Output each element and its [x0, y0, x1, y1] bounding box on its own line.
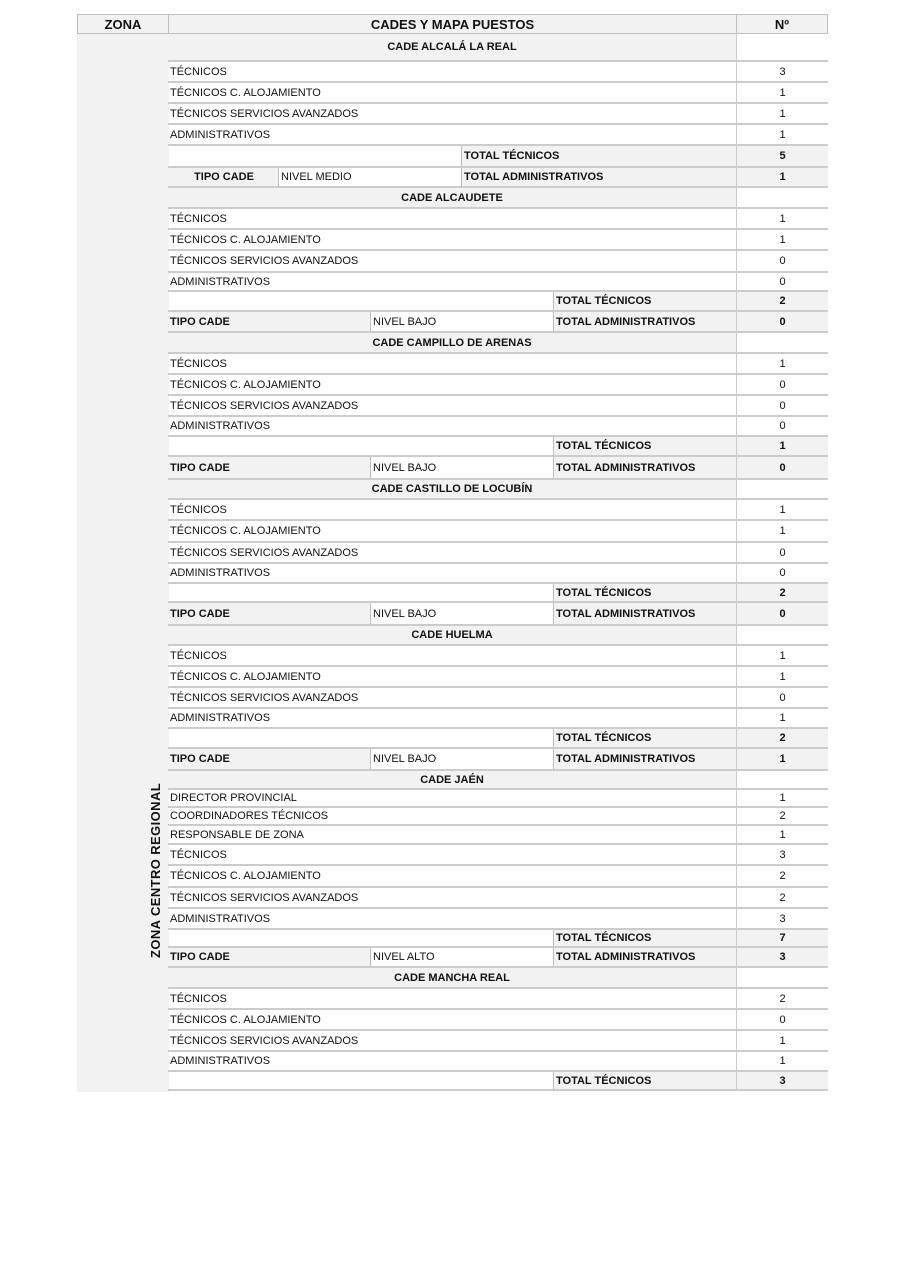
position-count: 1: [736, 709, 828, 729]
total-row-blank: [168, 146, 461, 168]
total-tecnicos-label: TOTAL TÉCNICOS: [553, 437, 736, 457]
tipo-cade-label: TIPO CADE: [168, 948, 370, 968]
position-label: ADMINISTRATIVOS: [168, 273, 736, 292]
total-tecnicos-value: 2: [736, 292, 828, 312]
cade-title: CADE CASTILLO DE LOCUBÍN: [168, 480, 736, 500]
total-tecnicos-value: 7: [736, 930, 828, 948]
total-tecnicos-label: TOTAL TÉCNICOS: [461, 146, 736, 168]
position-label: TÉCNICOS C. ALOJAMIENTO: [168, 1010, 736, 1031]
total-tecnicos-value: 5: [736, 146, 828, 168]
total-tecnicos-value: 3: [736, 1072, 828, 1091]
total-administrativos-value: 0: [736, 457, 828, 480]
position-label: TÉCNICOS C. ALOJAMIENTO: [168, 375, 736, 396]
total-tecnicos-label: TOTAL TÉCNICOS: [553, 1072, 736, 1091]
header-zona: ZONA: [77, 14, 169, 34]
cade-title-num-cell: [736, 771, 828, 790]
position-label: ADMINISTRATIVOS: [168, 909, 736, 930]
position-label: TÉCNICOS C. ALOJAMIENTO: [168, 521, 736, 543]
position-label: TÉCNICOS SERVICIOS AVANZADOS: [168, 251, 736, 273]
position-label: TÉCNICOS SERVICIOS AVANZADOS: [168, 396, 736, 417]
cade-title: CADE ALCAUDETE: [168, 188, 736, 209]
nivel-value: NIVEL MEDIO: [278, 168, 461, 188]
total-tecnicos-label: TOTAL TÉCNICOS: [553, 584, 736, 603]
position-label: COORDINADORES TÉCNICOS: [168, 808, 736, 826]
nivel-value: NIVEL BAJO: [370, 312, 553, 333]
position-count: 1: [736, 83, 828, 104]
cade-title: CADE HUELMA: [168, 626, 736, 646]
total-administrativos-label: TOTAL ADMINISTRATIVOS: [553, 312, 736, 333]
position-count: 3: [736, 909, 828, 930]
total-administrativos-value: 0: [736, 312, 828, 333]
total-row-blank: [168, 729, 553, 749]
position-count: 1: [736, 230, 828, 251]
cade-title-num-cell: [736, 968, 828, 989]
total-administrativos-value: 0: [736, 603, 828, 626]
tipo-cade-label: TIPO CADE: [168, 312, 370, 333]
position-label: TÉCNICOS: [168, 62, 736, 83]
total-row-blank: [168, 930, 553, 948]
cade-title-num-cell: [736, 480, 828, 500]
position-count: 2: [736, 989, 828, 1010]
tipo-cade-label: TIPO CADE: [168, 749, 370, 771]
position-count: 2: [736, 808, 828, 826]
position-count: 1: [736, 646, 828, 667]
position-count: 1: [736, 104, 828, 125]
position-count: 1: [736, 1052, 828, 1072]
cade-title: CADE CAMPILLO DE ARENAS: [168, 333, 736, 354]
position-count: 1: [736, 667, 828, 688]
total-tecnicos-value: 2: [736, 729, 828, 749]
nivel-value: NIVEL BAJO: [370, 457, 553, 480]
position-count: 0: [736, 396, 828, 417]
cade-title-num-cell: [736, 188, 828, 209]
cade-title: CADE JAÉN: [168, 771, 736, 790]
position-count: 0: [736, 251, 828, 273]
position-count: 3: [736, 845, 828, 866]
position-label: TÉCNICOS: [168, 209, 736, 230]
position-count: 2: [736, 888, 828, 909]
position-count: 3: [736, 62, 828, 83]
position-label: TÉCNICOS SERVICIOS AVANZADOS: [168, 1031, 736, 1052]
position-count: 2: [736, 866, 828, 888]
total-row-blank: [168, 292, 553, 312]
position-count: 1: [736, 209, 828, 230]
tipo-cade-label: TIPO CADE: [168, 457, 370, 480]
zone-label: ZONA CENTRO REGIONAL: [148, 782, 163, 958]
total-row-blank: [168, 584, 553, 603]
tipo-cade-label: TIPO CADE: [168, 603, 370, 626]
cade-title-num-cell: [736, 34, 828, 62]
position-label: TÉCNICOS C. ALOJAMIENTO: [168, 866, 736, 888]
position-label: RESPONSABLE DE ZONA: [168, 826, 736, 845]
position-count: 1: [736, 521, 828, 543]
position-count: 0: [736, 1010, 828, 1031]
total-administrativos-value: 3: [736, 948, 828, 968]
total-administrativos-label: TOTAL ADMINISTRATIVOS: [553, 948, 736, 968]
position-count: 0: [736, 543, 828, 564]
position-count: 0: [736, 375, 828, 396]
total-administrativos-label: TOTAL ADMINISTRATIVOS: [553, 749, 736, 771]
position-label: TÉCNICOS SERVICIOS AVANZADOS: [168, 104, 736, 125]
total-administrativos-label: TOTAL ADMINISTRATIVOS: [553, 603, 736, 626]
nivel-value: NIVEL BAJO: [370, 603, 553, 626]
position-label: TÉCNICOS SERVICIOS AVANZADOS: [168, 888, 736, 909]
total-tecnicos-label: TOTAL TÉCNICOS: [553, 292, 736, 312]
total-tecnicos-label: TOTAL TÉCNICOS: [553, 930, 736, 948]
total-row-blank: [168, 437, 553, 457]
total-tecnicos-value: 2: [736, 584, 828, 603]
position-label: TÉCNICOS SERVICIOS AVANZADOS: [168, 688, 736, 709]
cade-title-num-cell: [736, 333, 828, 354]
position-label: TÉCNICOS: [168, 646, 736, 667]
nivel-value: NIVEL BAJO: [370, 749, 553, 771]
total-administrativos-value: 1: [736, 749, 828, 771]
position-count: 0: [736, 688, 828, 709]
position-label: TÉCNICOS: [168, 500, 736, 521]
position-count: 1: [736, 354, 828, 375]
position-count: 1: [736, 1031, 828, 1052]
position-count: 1: [736, 826, 828, 845]
position-label: ADMINISTRATIVOS: [168, 125, 736, 146]
position-label: ADMINISTRATIVOS: [168, 417, 736, 437]
cade-title: CADE MANCHA REAL: [168, 968, 736, 989]
position-label: TÉCNICOS SERVICIOS AVANZADOS: [168, 543, 736, 564]
position-count: 1: [736, 125, 828, 146]
position-label: TÉCNICOS C. ALOJAMIENTO: [168, 230, 736, 251]
total-administrativos-label: TOTAL ADMINISTRATIVOS: [461, 168, 736, 188]
cade-title-num-cell: [736, 626, 828, 646]
position-label: ADMINISTRATIVOS: [168, 564, 736, 584]
position-label: TÉCNICOS: [168, 354, 736, 375]
total-row-blank: [168, 1072, 553, 1091]
total-administrativos-label: TOTAL ADMINISTRATIVOS: [553, 457, 736, 480]
header-title: CADES Y MAPA PUESTOS: [168, 14, 737, 34]
position-label: ADMINISTRATIVOS: [168, 709, 736, 729]
position-label: TÉCNICOS C. ALOJAMIENTO: [168, 83, 736, 104]
position-count: 1: [736, 790, 828, 808]
header-num: Nº: [736, 14, 828, 34]
position-label: TÉCNICOS: [168, 845, 736, 866]
position-count: 0: [736, 273, 828, 292]
total-tecnicos-value: 1: [736, 437, 828, 457]
nivel-value: NIVEL ALTO: [370, 948, 553, 968]
position-label: TÉCNICOS C. ALOJAMIENTO: [168, 667, 736, 688]
total-tecnicos-label: TOTAL TÉCNICOS: [553, 729, 736, 749]
position-label: DIRECTOR PROVINCIAL: [168, 790, 736, 808]
position-count: 0: [736, 417, 828, 437]
position-count: 1: [736, 500, 828, 521]
tipo-cade-label: TIPO CADE: [168, 168, 278, 188]
position-count: 0: [736, 564, 828, 584]
position-label: ADMINISTRATIVOS: [168, 1052, 736, 1072]
position-label: TÉCNICOS: [168, 989, 736, 1010]
total-administrativos-value: 1: [736, 168, 828, 188]
cade-title: CADE ALCALÁ LA REAL: [168, 34, 736, 62]
